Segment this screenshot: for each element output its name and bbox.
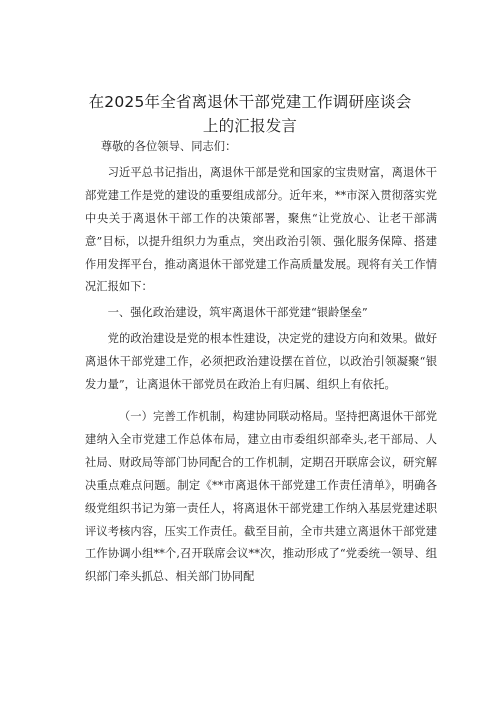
greeting: 尊敬的各位领导、同志们： <box>100 140 237 153</box>
paragraph-intro: 习近平总书记指出，离退休干部是党和国家的宝贵财富，离退休干部党建工作是党的建设的重要组成部分。近年来，**市深入贯彻落实党中央关于离退休干部工作的决策部署，聚焦“让党放心、让老干部满意”目标，以提升组织力为重点，突出政治引领、强化服务保障、搭建作用发挥平台，推动离退休干部党建工作高质量发展。现将有关工作情况汇报如下： <box>85 165 437 294</box>
paragraph-subsection-1: （一）完善工作机制，构建协同联动格局。坚持把离退休干部党建纳入全市党建工作总体布局，建立由市委组织部牵头,老干部局、人社局、财政局等部门协同配合的工作机制，定期召开联席会议，研究解决重点难点问题。制定《**市离退休干部党建工作责任清单》，明确各级党组织书记为第一责任人，将离退休干部党建工作纳入基层党建述职评议考核内容，压实工作责任。截至目前，全市共建立离退休干部党建工作协调小组**个,召开联席会议**次，推动形成了“党委统一领导、组织部门牵头抓总、相关部门协同配 <box>85 409 437 584</box>
document-title-line-1: 在2025年全省离退休干部党建工作调研座谈会 <box>88 93 412 111</box>
document-title-line-2: 上的汇报发言 <box>202 117 298 135</box>
paragraph-section-1: 党的政治建设是党的根本性建设，决定党的建设方向和效果。做好离退休干部党建工作，必须把政治建设摆在首位，以政治引领凝聚“银发力量”，让离退休干部党员在政治上有归属、组织上有依托。 <box>85 332 437 392</box>
section-heading-1: 一、强化政治建设，筑牢离退休干部党建“银龄堡垒” <box>107 306 368 320</box>
document-body <box>85 136 437 589</box>
